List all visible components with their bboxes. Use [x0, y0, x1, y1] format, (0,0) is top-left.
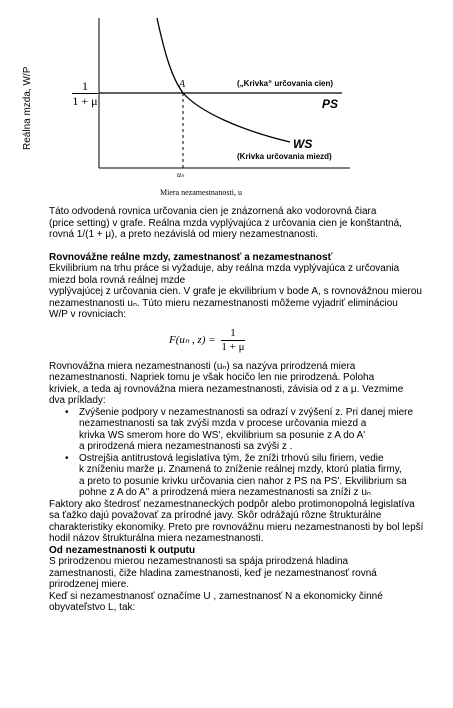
paragraph-price-setting: [49, 206, 453, 241]
text-line: Ekvilibrium na trhu práce si vyžaduje, aby reálna mzda vyplývajúca z určovania: [49, 263, 400, 274]
ws-label: WS: [293, 137, 313, 151]
text-line: obyvateľstvo L, tak:: [49, 602, 136, 613]
document-body: [49, 206, 453, 614]
ws-note: (Krivka určovania miezd): [237, 152, 332, 161]
text-line: kriviek, a teda aj rovnovážna miera nezamestnanosti, závisia od z a μ. Vezmime: [49, 383, 404, 395]
bullet-mark: •: [65, 406, 69, 418]
text-line: k zníženiu marže μ. Znamená to zníženie reálnej mzdy, ktorú platia firmy,: [79, 464, 402, 475]
point-a-label: A: [179, 79, 186, 90]
text-line: S prirodzenou mierou nezamestnanosti sa spája prirodzená hladina: [49, 556, 349, 567]
text-line: Táto odvodená rovnica určovania cien je znázornená ako vodorovná čiara: [49, 206, 377, 217]
text-line: Faktory ako štedrosť nezamestnaneckých podpôr alebo protimonopolná legislatíva: [49, 498, 415, 510]
text-line: nezamestnanosti. Napriek tomu je však hocičo len nie prirodzená. Poloha: [49, 372, 375, 383]
heading-equilibrium: Rovnovážne reálne mzdy, zamestnanosť a nezamestnanosť: [49, 251, 333, 263]
bullet-mark: •: [65, 452, 69, 464]
text-line: hodil názov štrukturálna miera nezamestnanosti.: [49, 533, 264, 544]
text-line: miezd bola rovná reálnej mzde: [49, 274, 186, 286]
fraction-numerator: 1: [72, 79, 98, 94]
text-line: sa ťažko dajú považovať za prírodné javy. Skôr odrážajú rôzne štrukturálne: [49, 510, 382, 521]
text-line: prirodzenej miere.: [49, 579, 130, 590]
graph-lines: [0, 0, 453, 205]
text-line: nezamestnanosti uₙ. Túto mieru nezamestnanosti môžeme vyjadriť elimináciou: [49, 297, 398, 309]
text-line: a preto to posunie krivku určovania cien nahor z PS na PS'. Ekvilibrium sa: [79, 475, 407, 487]
ps-label: PS: [322, 97, 339, 111]
text-line: nezamestnanosti sa tak zvýši mzda v procese určovania miezd a: [79, 418, 367, 429]
paragraph-structural: [49, 499, 453, 545]
wage-price-graph: [0, 0, 453, 205]
equilibrium-formula: [49, 321, 453, 361]
formula-numerator: 1: [221, 327, 244, 341]
text-line: pohne z A do A'' a prirodzená miera nezamestnanosti sa zníži z uₙ: [79, 487, 371, 498]
heading-output: Od nezamestnanosti k outputu: [49, 544, 196, 556]
text-line: Ostrejšia antitrustová legislatíva tým, že zníži trhovú silu firiem, vedie: [79, 452, 384, 464]
text-line: rovná 1/(1 + μ), a preto nezávislá od miery nezamestnanosti.: [49, 229, 318, 240]
list-item: [49, 407, 453, 453]
fraction-denominator: 1 + μ: [72, 94, 98, 108]
un-tick-label: uₙ: [177, 170, 185, 179]
x-axis-label: Miera nezamestnanosti, u: [160, 188, 242, 197]
text-line: Keď si nezamestnanosť označíme U , zamestnanosť N a ekonomicky činné: [49, 590, 383, 602]
text-line: Rovnovážna miera nezamestnanosti (uₙ) sa nazýva prirodzená miera: [49, 360, 356, 372]
paragraph-equilibrium: [49, 263, 453, 321]
text-line: W/P v rovniciach:: [49, 309, 127, 320]
y-axis-label: Reálna mzda, W/P: [22, 66, 33, 150]
formula-lhs: F(uₙ , z) =: [169, 333, 216, 346]
text-line: a prirodzená miera nezamestnanosti sa zvýši z .: [79, 441, 293, 452]
text-line: vyplývajúcej z určovania cien. V grafe je ekvilibrium v bode A, s rovnovážnou mierou: [49, 286, 422, 297]
text-line: Zvýšenie podpory v nezamestnanosti sa odrazí v zvýšení z. Pri danej miere: [79, 406, 414, 418]
text-line: charakteristiky ekonomiky. Preto pre rovnovážnu mieru nezamestnanosti by bol lepší: [49, 521, 424, 533]
examples-list: [49, 407, 453, 499]
paragraph-natural-rate: [49, 361, 453, 407]
text-line: dva príklady:: [49, 395, 106, 406]
y-tick-fraction: [72, 79, 98, 108]
formula-denominator: 1 + μ: [221, 340, 245, 353]
text-line: (price setting) v grafe. Reálna mzda vyplývajúca z určovania cien je konštantná,: [49, 217, 402, 229]
text-line: krivka WS smerom hore do WS', ekvilibrium sa posunie z A do A': [79, 429, 366, 441]
list-item: [49, 453, 453, 499]
text-line: zamestnanosti, čiže hladina zamestnanosti, keď je nezamestnanosť rovná: [49, 567, 377, 579]
ps-note: („Krivka“ určovania cien): [237, 79, 334, 88]
paragraph-employment: [49, 556, 453, 614]
